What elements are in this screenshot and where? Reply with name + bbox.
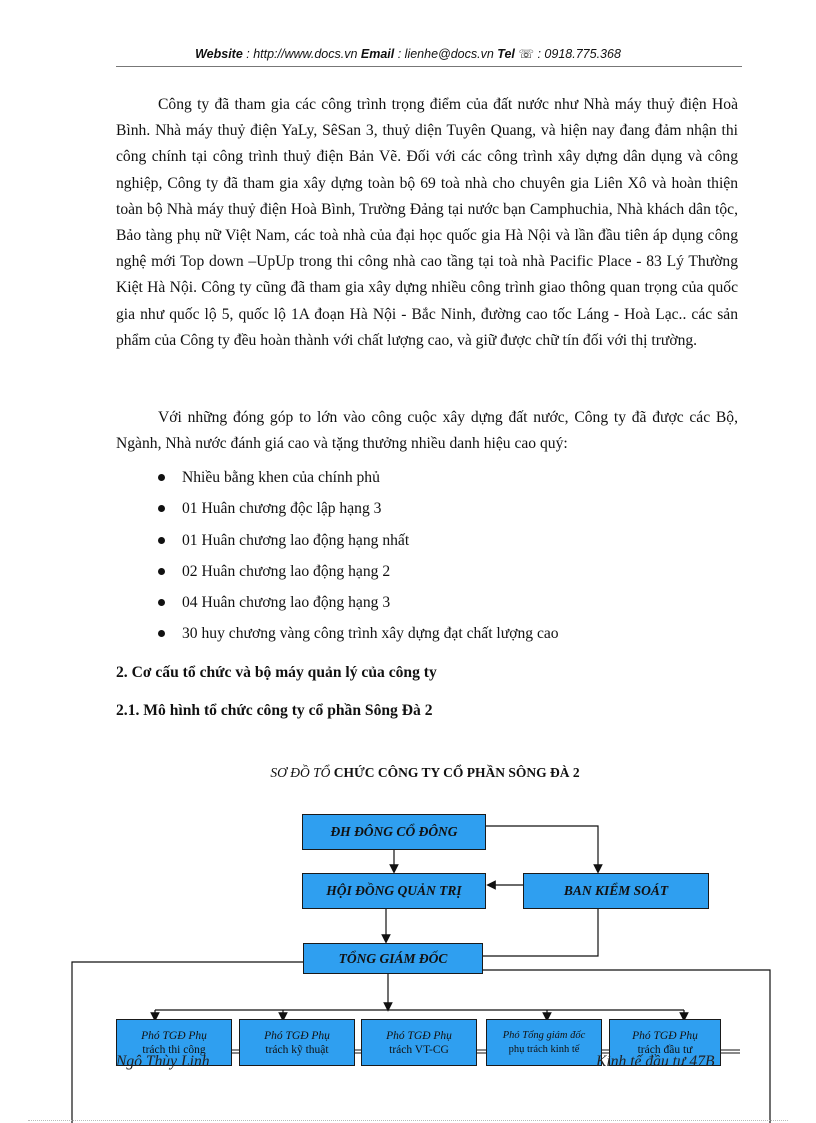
deputy-box-technical [239, 1019, 355, 1066]
award-text: 02 Huân chương lao động hạng 2 [182, 562, 391, 580]
email-label: Email [360, 47, 395, 61]
board-label: HỘI ĐỒNG QUẢN TRỊ [326, 883, 462, 898]
supervisory-box [523, 873, 709, 909]
ceo-label: TỔNG GIÁM ĐỐC [338, 950, 448, 966]
tel-value: : 0918.775.368 [534, 47, 621, 61]
supervisory-label: BAN KIỂM SOÁT [563, 883, 669, 898]
paragraph-2: Với những đóng góp to lớn vào công cuộc xây dựng đất nước, Công ty đã được các Bộ, Ngành, Nhà nước đánh giá cao và tặng thưởng nhiều danh hiệu cao quý: [116, 409, 738, 453]
paragraph-1: Công ty đã tham gia các công trình trọng điểm của đất nước như Nhà máy thuỷ điện Hoà Bình. Nhà máy thuỷ điện YaLy, SêSan 3, thuỷ diện Tuyên Quang, và hiện nay đang đảm nhận thi công chính tại công trình thuỷ điện Bản Vẽ. Đối với các công trình xây dựng dân dụng và công nghiệp, Công ty đã tham gia xây dựng toàn bộ 69 toà nhà cho chuyên gia Liên Xô và hoàn thiện toàn bộ Nhà máy thuỷ điện Hoà Bình, Trường Đảng tại nước bạn Camphuchia, Nhà khách dân tộc, Bảo tàng phụ nữ Việt Nam, các toà nhà của đại học quốc gia Hà Nội và lần đầu tiên áp dụng công nghệ mới Top down –UpUp trong thi công nhà cao tầng tại toà nhà Pacific Place - 83 Lý Thường Kiệt Hà Nội. Công ty cũng đã tham gia xây dựng nhiều công trình giao thông quan trọng của quốc gia như quốc lộ 5, quốc lộ 1A đoạn Hà Nội - Bắc Ninh, đường cao tốc Láng - Hoà Lạc.. các sản phẩm của Công ty đều hoàn thành với chất lượng cao, và giữ được chữ tín đối với thị trường. [116, 96, 738, 349]
deputy-responsibility: phụ trách kinh tế [508, 1043, 580, 1055]
deputy-title: Phó TGĐ Phụ [141, 1029, 207, 1042]
deputy-title: Phó TGĐ Phụ [264, 1029, 330, 1042]
board-box [302, 873, 486, 909]
deputy-responsibility: trách kỹ thuật [265, 1043, 329, 1056]
deputy-title: Phó TGĐ Phụ [386, 1029, 452, 1042]
deputy-responsibility: trách VT-CG [389, 1043, 449, 1056]
email-value[interactable]: : lienhe@docs.vn [394, 47, 498, 61]
shareholders-label: ĐH ĐÔNG CỔ ĐÔNG [330, 824, 458, 839]
page-bottom-divider [28, 1120, 788, 1121]
section-heading-2: 2. Cơ cấu tổ chức và bộ máy quản lý của công ty [116, 664, 437, 681]
footer-author: Ngô Thùy Linh [116, 1053, 210, 1070]
section-heading-2-1: 2.1. Mô hình tổ chức công ty cổ phần Sông Đà 2 [116, 702, 433, 719]
deputy-box-supplies [361, 1019, 477, 1066]
award-text: 30 huy chương vàng công trình xây dựng đạt chất lượng cao [182, 625, 559, 643]
deputy-responsibility: trách đầu tư [637, 1043, 693, 1056]
award-text: 04 Huân chương lao động hạng 3 [182, 594, 391, 612]
org-chart-title-bold: CHỨC CÔNG TY CỔ PHẦN SÔNG ĐÀ 2 [330, 765, 580, 780]
footer-class: Kinh tế đầu tư 47B [596, 1053, 715, 1070]
website-label: Website [195, 47, 243, 61]
award-text: 01 Huân chương độc lập hạng 3 [182, 500, 382, 518]
award-text: Nhiều bằng khen của chính phủ [182, 469, 380, 486]
deputy-title: Phó TGĐ Phụ [632, 1029, 698, 1042]
deputy-title: Phó Tổng giám đốc [502, 1029, 586, 1041]
shareholders-box [302, 814, 486, 850]
phone-icon: ☏ [518, 47, 535, 61]
award-text: 01 Huân chương lao động hạng nhất [182, 531, 410, 549]
org-chart-title-italic: SƠ ĐỒ TỔ [270, 765, 331, 780]
deputy-responsibility: trách thi công [142, 1043, 206, 1056]
deputy-box-economics [486, 1019, 602, 1066]
website-value[interactable]: : http://www.docs.vn [242, 47, 361, 61]
ceo-box [303, 943, 483, 974]
tel-label: Tel [497, 47, 515, 61]
